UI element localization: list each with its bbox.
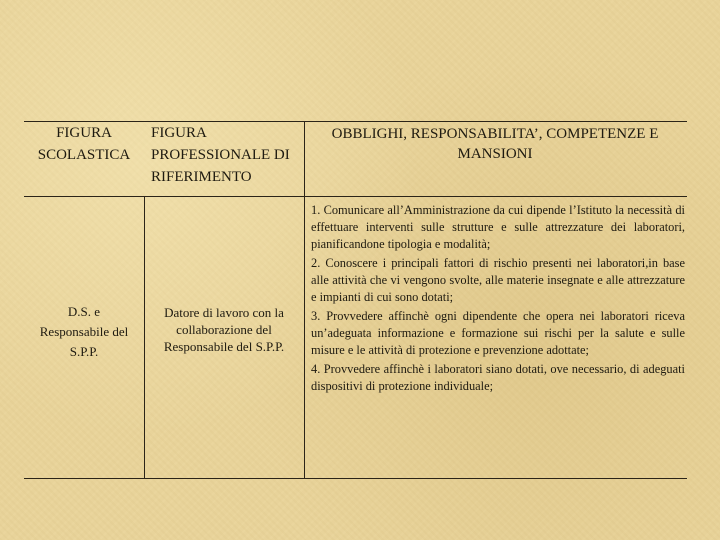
obbligo-item-4: 4. Provvedere affinchè i laboratori siano dotati, ove necessario, di adeguati dispositivi di protezione individuale;	[311, 362, 685, 393]
table-bottom-border	[24, 478, 687, 479]
header-figura-scolastica: FIGURA SCOLASTICA	[37, 125, 131, 163]
cell-obblighi	[311, 202, 685, 397]
column-divider-2	[304, 121, 305, 478]
obbligo-item-1: 1. Comunicare all’Amministrazione da cui dipende l’Istituto la necessità di effettuare interventi sulle strutture e sulle attrezzature dei laboratori, pianificandone tipologia e modalità;	[311, 203, 685, 251]
obbligo-item-3: 3. Provvedere affinchè ogni dipendente che opera nei laboratori riceva un’adeguata informazione e formazione sui rischi per la salute e sulle misure e le attività di protezione e prevenzione adottate;	[311, 309, 685, 357]
cell-figura-professionale: Datore di lavoro con la collaborazione del Responsabile del S.P.P.	[163, 305, 285, 354]
column-divider-1	[144, 196, 145, 478]
cell-figura-scolastica: D.S. e Responsabile del S.P.P.	[39, 304, 129, 359]
header-obblighi: OBBLIGHI, RESPONSABILITA’, COMPETENZE E MANSIONI	[331, 126, 659, 162]
header-figura-professionale: FIGURA PROFESSIONALE DI RIFERIMENTO	[151, 125, 290, 185]
obbligo-item-2: 2. Conoscere i principali fattori di rischio presenti nei laboratori,in base alle attività che vi vengono svolte, alle materie insegnate e alle attrezzature e impianti di cui sono dotati;	[311, 256, 685, 304]
header-divider	[24, 196, 687, 197]
